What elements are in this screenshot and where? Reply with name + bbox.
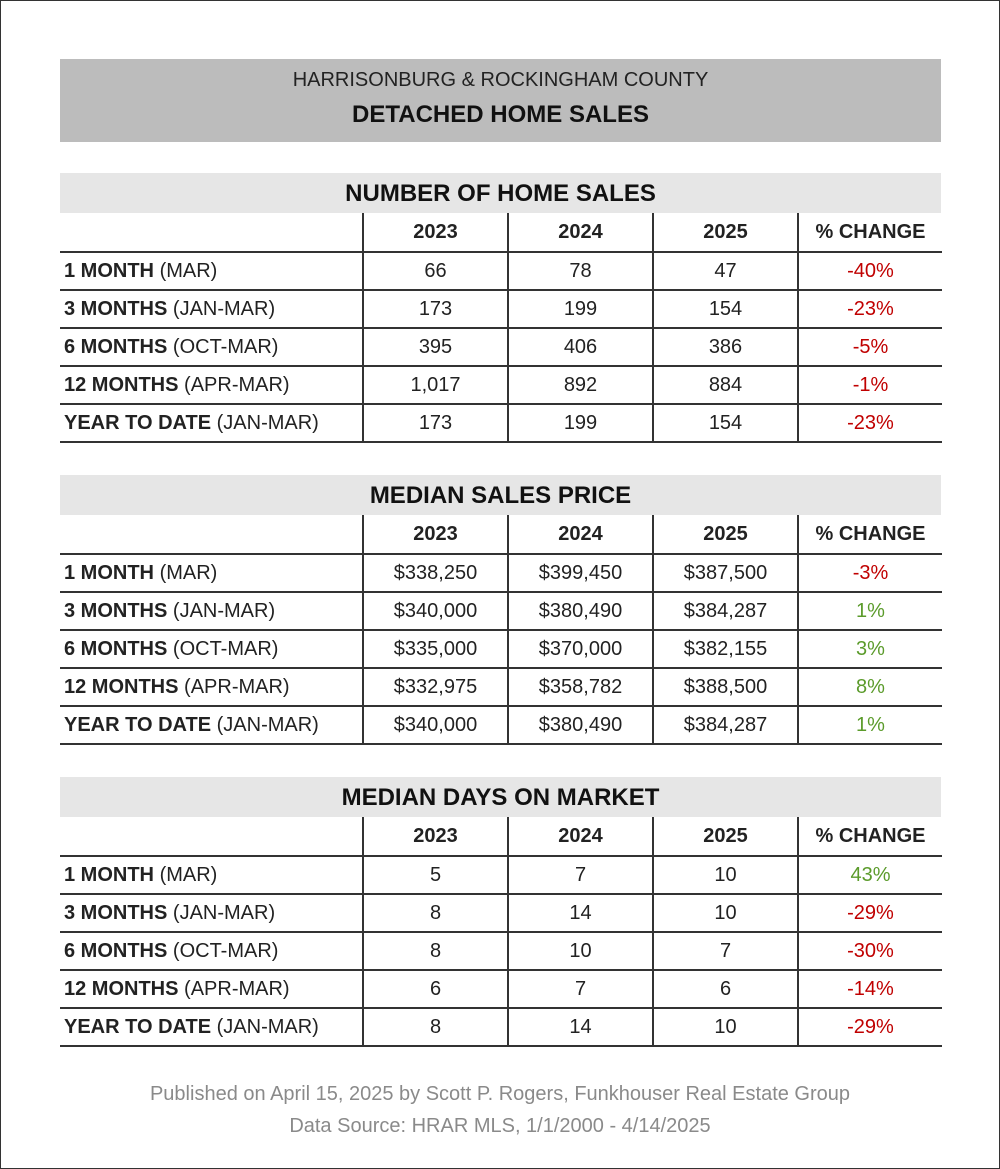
header-cell-2025: 2025	[653, 515, 798, 554]
cell-2024: $358,782	[508, 668, 653, 706]
row-label-bold: 3 MONTHS	[64, 901, 168, 924]
row-label	[60, 894, 363, 932]
cell-2025: $384,287	[653, 706, 798, 744]
header-cell-2024: 2024	[508, 213, 653, 252]
row-label	[60, 630, 363, 668]
header-cell-label	[60, 515, 363, 554]
cell-change: 1%	[798, 706, 942, 744]
cell-2025: $388,500	[653, 668, 798, 706]
header-cell-2023: 2023	[363, 817, 508, 856]
row-label-bold: 1 MONTH	[64, 561, 154, 584]
header-cell-change: % CHANGE	[798, 213, 942, 252]
row-label-period: (APR-MAR)	[184, 977, 290, 1000]
banner-subtitle: HARRISONBURG & ROCKINGHAM COUNTY	[292, 69, 709, 91]
row-label-period: (MAR)	[159, 863, 218, 886]
table-row	[60, 668, 942, 706]
table-header-row	[60, 515, 942, 554]
row-label-bold: YEAR TO DATE	[64, 1015, 212, 1038]
cell-2024: 199	[508, 404, 653, 442]
row-label-period: (APR-MAR)	[184, 373, 290, 396]
cell-2025: 884	[653, 366, 798, 404]
cell-2025: 154	[653, 404, 798, 442]
footer-source-line: Data Source: HRAR MLS, 1/1/2000 - 4/14/2025	[289, 1115, 711, 1137]
row-label-period: (JAN-MAR)	[216, 1015, 319, 1038]
cell-2025: $387,500	[653, 554, 798, 592]
cell-2025: $382,155	[653, 630, 798, 668]
row-label-bold: YEAR TO DATE	[64, 411, 212, 434]
cell-2024: 7	[508, 856, 653, 894]
table-row	[60, 404, 942, 442]
row-label	[60, 592, 363, 630]
row-label-bold: 6 MONTHS	[64, 939, 168, 962]
cell-2023: $340,000	[363, 592, 508, 630]
cell-2024: 406	[508, 328, 653, 366]
cell-2023: 173	[363, 290, 508, 328]
stats-table	[60, 515, 942, 745]
row-label-bold: 1 MONTH	[64, 863, 154, 886]
row-label-bold: 6 MONTHS	[64, 637, 168, 660]
cell-2023: 8	[363, 932, 508, 970]
section-median-sales-price	[60, 475, 941, 745]
footer-published-line: Published on April 15, 2025 by Scott P. Rogers, Funkhouser Real Estate Group	[149, 1083, 851, 1105]
cell-change: -30%	[798, 932, 942, 970]
table-row	[60, 970, 942, 1008]
row-label-period: (JAN-MAR)	[172, 297, 276, 320]
banner-title: DETACHED HOME SALES	[352, 101, 649, 128]
header-cell-change: % CHANGE	[798, 817, 942, 856]
cell-change: 8%	[798, 668, 942, 706]
cell-change: -23%	[798, 290, 942, 328]
row-label-bold: 1 MONTH	[64, 259, 154, 282]
row-label	[60, 290, 363, 328]
row-label-period: (MAR)	[159, 259, 218, 282]
cell-2025: 6	[653, 970, 798, 1008]
cell-change: 3%	[798, 630, 942, 668]
table-row	[60, 630, 942, 668]
title-banner	[60, 59, 941, 142]
header-cell-change: % CHANGE	[798, 515, 942, 554]
cell-change: -3%	[798, 554, 942, 592]
cell-2023: 173	[363, 404, 508, 442]
stats-table	[60, 213, 942, 443]
cell-2024: $380,490	[508, 592, 653, 630]
cell-2025: 154	[653, 290, 798, 328]
row-label-period: (APR-MAR)	[184, 675, 290, 698]
table-row	[60, 366, 942, 404]
cell-change: -23%	[798, 404, 942, 442]
header-cell-2023: 2023	[363, 213, 508, 252]
section-title: MEDIAN DAYS ON MARKET	[60, 777, 941, 817]
cell-2024: 199	[508, 290, 653, 328]
cell-2023: 6	[363, 970, 508, 1008]
table-row	[60, 1008, 942, 1046]
cell-change: -29%	[798, 894, 942, 932]
cell-2023: $340,000	[363, 706, 508, 744]
header-cell-label	[60, 213, 363, 252]
row-label	[60, 1008, 363, 1046]
row-label-period: (MAR)	[159, 561, 218, 584]
cell-2023: 5	[363, 856, 508, 894]
row-label-bold: 6 MONTHS	[64, 335, 168, 358]
header-cell-label	[60, 817, 363, 856]
table-row	[60, 856, 942, 894]
row-label-period: (OCT-MAR)	[172, 637, 279, 660]
cell-2023: $338,250	[363, 554, 508, 592]
row-label-period: (JAN-MAR)	[172, 599, 276, 622]
cell-change: -5%	[798, 328, 942, 366]
row-label-bold: 12 MONTHS	[64, 977, 179, 1000]
table-row	[60, 252, 942, 290]
row-label	[60, 252, 363, 290]
row-label-bold: 12 MONTHS	[64, 675, 179, 698]
row-label-bold: 3 MONTHS	[64, 599, 168, 622]
row-label	[60, 856, 363, 894]
cell-2023: 8	[363, 1008, 508, 1046]
table-row	[60, 706, 942, 744]
table-header-row	[60, 817, 942, 856]
cell-2024: 10	[508, 932, 653, 970]
table-row	[60, 592, 942, 630]
table-row	[60, 554, 942, 592]
cell-2025: 7	[653, 932, 798, 970]
cell-change: -14%	[798, 970, 942, 1008]
cell-2025: $384,287	[653, 592, 798, 630]
cell-change: -40%	[798, 252, 942, 290]
table-row	[60, 894, 942, 932]
row-label-bold: YEAR TO DATE	[64, 713, 212, 736]
cell-2024: 14	[508, 1008, 653, 1046]
row-label-period: (JAN-MAR)	[216, 411, 319, 434]
row-label-period: (JAN-MAR)	[172, 901, 276, 924]
header-cell-2024: 2024	[508, 817, 653, 856]
cell-2025: 386	[653, 328, 798, 366]
cell-2024: 14	[508, 894, 653, 932]
cell-2024: $370,000	[508, 630, 653, 668]
stats-table	[60, 817, 942, 1047]
cell-2024: $399,450	[508, 554, 653, 592]
row-label	[60, 706, 363, 744]
section-number-of-home-sales	[60, 173, 941, 443]
row-label	[60, 328, 363, 366]
row-label	[60, 366, 363, 404]
row-label	[60, 668, 363, 706]
cell-2024: $380,490	[508, 706, 653, 744]
cell-2023: 1,017	[363, 366, 508, 404]
row-label	[60, 554, 363, 592]
cell-change: -1%	[798, 366, 942, 404]
row-label-bold: 12 MONTHS	[64, 373, 179, 396]
cell-2023: $335,000	[363, 630, 508, 668]
header-cell-2025: 2025	[653, 213, 798, 252]
row-label	[60, 970, 363, 1008]
section-median-days-on-market	[60, 777, 941, 1047]
section-title: MEDIAN SALES PRICE	[60, 475, 941, 515]
section-title: NUMBER OF HOME SALES	[60, 173, 941, 213]
row-label-period: (JAN-MAR)	[216, 713, 319, 736]
cell-2023: 8	[363, 894, 508, 932]
row-label	[60, 404, 363, 442]
header-cell-2023: 2023	[363, 515, 508, 554]
cell-change: 1%	[798, 592, 942, 630]
table-row	[60, 328, 942, 366]
row-label-period: (OCT-MAR)	[172, 939, 279, 962]
cell-2025: 10	[653, 894, 798, 932]
table-row	[60, 290, 942, 328]
cell-2024: 78	[508, 252, 653, 290]
row-label	[60, 932, 363, 970]
cell-2023: $332,975	[363, 668, 508, 706]
table-row	[60, 932, 942, 970]
header-cell-2024: 2024	[508, 515, 653, 554]
cell-2023: 66	[363, 252, 508, 290]
table-header-row	[60, 213, 942, 252]
cell-2024: 7	[508, 970, 653, 1008]
cell-2023: 395	[363, 328, 508, 366]
row-label-bold: 3 MONTHS	[64, 297, 168, 320]
cell-change: 43%	[798, 856, 942, 894]
cell-2024: 892	[508, 366, 653, 404]
row-label-period: (OCT-MAR)	[172, 335, 279, 358]
cell-2025: 10	[653, 1008, 798, 1046]
cell-2025: 47	[653, 252, 798, 290]
header-cell-2025: 2025	[653, 817, 798, 856]
cell-change: -29%	[798, 1008, 942, 1046]
footer	[0, 1078, 1000, 1142]
cell-2025: 10	[653, 856, 798, 894]
